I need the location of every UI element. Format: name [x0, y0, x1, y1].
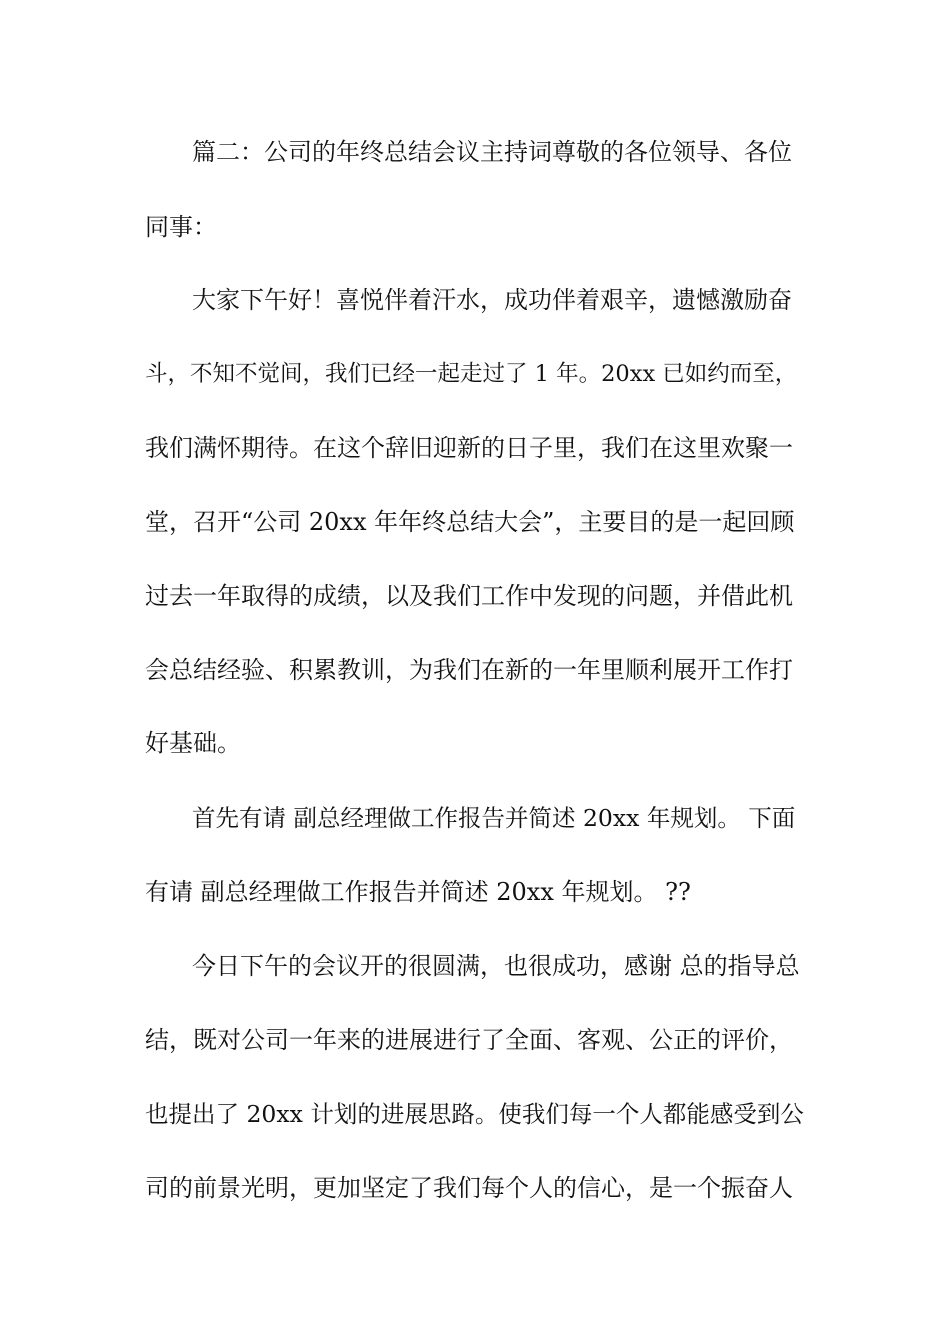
paragraph-line: 我们满怀期待。在这个辞旧迎新的日子里，我们在这里欢聚一 [145, 434, 793, 462]
paragraph-line: 也提出了 20xx 计划的进展思路。使我们每一个人都能感受到公 [145, 1100, 804, 1128]
paragraph-line: 篇二：公司的年终总结会议主持词尊敬的各位领导、各位 [192, 138, 792, 166]
paragraph-line: 今日下午的会议开的很圆满，也很成功，感谢 总的指导总 [192, 952, 800, 980]
paragraph-line: 首先有请 副总经理做工作报告并简述 20xx 年规划。 下面 [192, 804, 796, 832]
paragraph-line: 斗，不知不觉间，我们已经一起走过了 1 年。20xx 已如约而至， [145, 361, 798, 387]
paragraph-line: 大家下午好！喜悦伴着汗水，成功伴着艰辛，遗憾激励奋 [192, 286, 792, 314]
paragraph-line: 好基础。 [145, 729, 241, 757]
paragraph-line: 同事： [145, 213, 217, 241]
paragraph-line: 堂，召开“公司 20xx 年年终总结大会”，主要目的是一起回顾 [145, 508, 795, 536]
paragraph-line: 过去一年取得的成绩，以及我们工作中发现的问题，并借此机 [145, 582, 793, 610]
paragraph-line: 有请 副总经理做工作报告并简述 20xx 年规划。 ?? [145, 878, 691, 906]
paragraph-line: 会总结经验、积累教训，为我们在新的一年里顺利展开工作打 [145, 656, 793, 684]
paragraph-line: 司的前景光明，更加坚定了我们每个人的信心，是一个振奋人 [145, 1174, 793, 1202]
paragraph-line: 结，既对公司一年来的进展进行了全面、客观、公正的评价， [145, 1026, 793, 1054]
